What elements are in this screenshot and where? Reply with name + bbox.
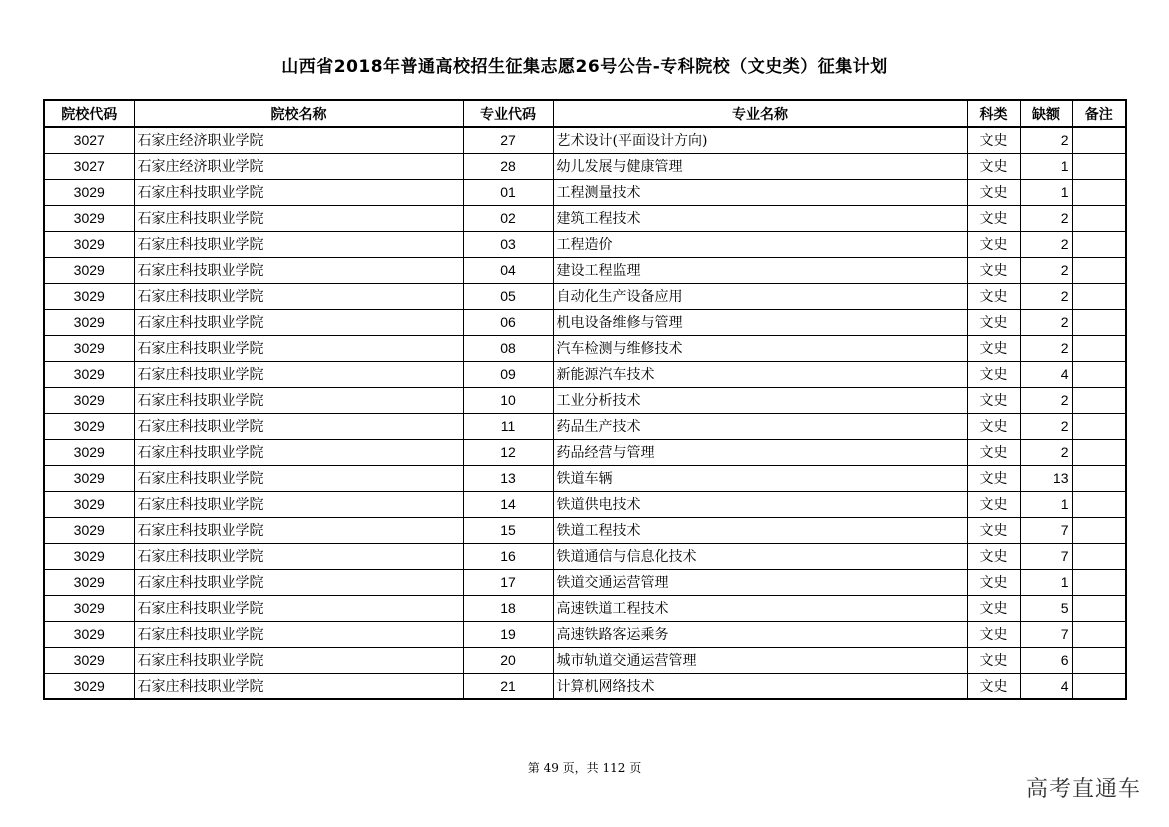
table-row [44, 413, 1126, 439]
major-name-cell: 铁道车辆 [553, 465, 967, 491]
category-cell: 文史 [967, 543, 1020, 569]
major-code-cell: 28 [463, 153, 553, 179]
table-row [44, 621, 1126, 647]
note-cell [1072, 257, 1126, 283]
major-code-cell: 17 [463, 569, 553, 595]
table-row [44, 231, 1126, 257]
school-code-cell: 3029 [44, 673, 134, 699]
category-cell: 文史 [967, 283, 1020, 309]
category-cell: 文史 [967, 153, 1020, 179]
table-row [44, 205, 1126, 231]
major-name-cell: 幼儿发展与健康管理 [553, 153, 967, 179]
major-name-cell: 高速铁路客运乘务 [553, 621, 967, 647]
major-code-cell: 09 [463, 361, 553, 387]
school-name-cell: 石家庄科技职业学院 [134, 361, 463, 387]
note-cell [1072, 517, 1126, 543]
note-cell [1072, 491, 1126, 517]
major-name-cell: 铁道交通运营管理 [553, 569, 967, 595]
category-cell: 文史 [967, 621, 1020, 647]
category-cell: 文史 [967, 387, 1020, 413]
vacancy-cell: 6 [1020, 647, 1072, 673]
vacancy-cell: 7 [1020, 517, 1072, 543]
major-name-cell: 汽车检测与维修技术 [553, 335, 967, 361]
school-code-cell: 3027 [44, 127, 134, 153]
major-name-cell: 自动化生产设备应用 [553, 283, 967, 309]
major-name-cell: 铁道通信与信息化技术 [553, 543, 967, 569]
table-row [44, 127, 1126, 153]
category-cell: 文史 [967, 465, 1020, 491]
school-code-cell: 3029 [44, 179, 134, 205]
vacancy-cell: 2 [1020, 439, 1072, 465]
note-cell [1072, 335, 1126, 361]
major-name-cell: 铁道供电技术 [553, 491, 967, 517]
table-row [44, 309, 1126, 335]
vacancy-cell: 2 [1020, 231, 1072, 257]
column-header-vacancy: 缺额 [1020, 100, 1072, 127]
table-row [44, 647, 1126, 673]
category-cell: 文史 [967, 257, 1020, 283]
school-name-cell: 石家庄科技职业学院 [134, 569, 463, 595]
category-cell: 文史 [967, 179, 1020, 205]
vacancy-cell: 4 [1020, 673, 1072, 699]
major-name-cell: 工程造价 [553, 231, 967, 257]
major-name-cell: 机电设备维修与管理 [553, 309, 967, 335]
category-cell: 文史 [967, 413, 1020, 439]
major-code-cell: 14 [463, 491, 553, 517]
major-name-cell: 工程测量技术 [553, 179, 967, 205]
school-name-cell: 石家庄科技职业学院 [134, 491, 463, 517]
note-cell [1072, 569, 1126, 595]
category-cell: 文史 [967, 673, 1020, 699]
school-name-cell: 石家庄科技职业学院 [134, 465, 463, 491]
school-name-cell: 石家庄科技职业学院 [134, 543, 463, 569]
school-name-cell: 石家庄科技职业学院 [134, 595, 463, 621]
school-name-cell: 石家庄科技职业学院 [134, 439, 463, 465]
school-name-cell: 石家庄科技职业学院 [134, 413, 463, 439]
school-name-cell: 石家庄科技职业学院 [134, 257, 463, 283]
school-code-cell: 3029 [44, 569, 134, 595]
major-code-cell: 11 [463, 413, 553, 439]
note-cell [1072, 647, 1126, 673]
table-row [44, 595, 1126, 621]
vacancy-cell: 2 [1020, 309, 1072, 335]
school-name-cell: 石家庄科技职业学院 [134, 231, 463, 257]
school-code-cell: 3029 [44, 517, 134, 543]
major-name-cell: 城市轨道交通运营管理 [553, 647, 967, 673]
table-row [44, 517, 1126, 543]
school-code-cell: 3029 [44, 439, 134, 465]
major-name-cell: 建设工程监理 [553, 257, 967, 283]
major-code-cell: 16 [463, 543, 553, 569]
table-header-row [44, 100, 1126, 127]
note-cell [1072, 543, 1126, 569]
school-name-cell: 石家庄科技职业学院 [134, 647, 463, 673]
column-header-major-code: 专业代码 [463, 100, 553, 127]
note-cell [1072, 673, 1126, 699]
major-name-cell: 计算机网络技术 [553, 673, 967, 699]
note-cell [1072, 413, 1126, 439]
category-cell: 文史 [967, 335, 1020, 361]
category-cell: 文史 [967, 231, 1020, 257]
school-name-cell: 石家庄经济职业学院 [134, 153, 463, 179]
category-cell: 文史 [967, 361, 1020, 387]
category-cell: 文史 [967, 517, 1020, 543]
major-code-cell: 21 [463, 673, 553, 699]
school-code-cell: 3029 [44, 413, 134, 439]
category-cell: 文史 [967, 491, 1020, 517]
column-header-school-code: 院校代码 [44, 100, 134, 127]
major-code-cell: 03 [463, 231, 553, 257]
school-code-cell: 3029 [44, 231, 134, 257]
major-code-cell: 04 [463, 257, 553, 283]
category-cell: 文史 [967, 569, 1020, 595]
note-cell [1072, 127, 1126, 153]
school-code-cell: 3027 [44, 153, 134, 179]
table-row [44, 387, 1126, 413]
vacancy-cell: 1 [1020, 569, 1072, 595]
table-row [44, 257, 1126, 283]
major-code-cell: 13 [463, 465, 553, 491]
school-name-cell: 石家庄科技职业学院 [134, 387, 463, 413]
note-cell [1072, 595, 1126, 621]
major-code-cell: 15 [463, 517, 553, 543]
note-cell [1072, 179, 1126, 205]
column-header-note: 备注 [1072, 100, 1126, 127]
table-row [44, 569, 1126, 595]
column-header-category: 科类 [967, 100, 1020, 127]
table-row [44, 491, 1126, 517]
note-cell [1072, 231, 1126, 257]
category-cell: 文史 [967, 309, 1020, 335]
major-code-cell: 05 [463, 283, 553, 309]
school-name-cell: 石家庄科技职业学院 [134, 309, 463, 335]
column-header-school-name: 院校名称 [134, 100, 463, 127]
major-name-cell: 药品生产技术 [553, 413, 967, 439]
column-header-major-name: 专业名称 [553, 100, 967, 127]
vacancy-cell: 5 [1020, 595, 1072, 621]
table-row [44, 179, 1126, 205]
school-code-cell: 3029 [44, 621, 134, 647]
table-row [44, 673, 1126, 699]
major-name-cell: 工业分析技术 [553, 387, 967, 413]
vacancy-cell: 1 [1020, 153, 1072, 179]
school-name-cell: 石家庄科技职业学院 [134, 673, 463, 699]
table-body [44, 127, 1126, 699]
major-code-cell: 08 [463, 335, 553, 361]
table-row [44, 361, 1126, 387]
major-code-cell: 19 [463, 621, 553, 647]
school-code-cell: 3029 [44, 283, 134, 309]
note-cell [1072, 387, 1126, 413]
note-cell [1072, 153, 1126, 179]
school-code-cell: 3029 [44, 491, 134, 517]
vacancy-cell: 2 [1020, 283, 1072, 309]
category-cell: 文史 [967, 205, 1020, 231]
note-cell [1072, 439, 1126, 465]
note-cell [1072, 309, 1126, 335]
vacancy-cell: 1 [1020, 179, 1072, 205]
table-row [44, 283, 1126, 309]
vacancy-cell: 2 [1020, 127, 1072, 153]
category-cell: 文史 [967, 127, 1020, 153]
page-title: 山西省2018年普通高校招生征集志愿26号公告-专科院校（文史类）征集计划 [281, 57, 888, 77]
school-code-cell: 3029 [44, 543, 134, 569]
vacancy-cell: 2 [1020, 257, 1072, 283]
vacancy-cell: 2 [1020, 413, 1072, 439]
note-cell [1072, 283, 1126, 309]
major-name-cell: 建筑工程技术 [553, 205, 967, 231]
vacancy-cell: 4 [1020, 361, 1072, 387]
note-cell [1072, 621, 1126, 647]
watermark-logo: 高考直通车 [1025, 777, 1141, 802]
school-code-cell: 3029 [44, 387, 134, 413]
note-cell [1072, 465, 1126, 491]
major-code-cell: 01 [463, 179, 553, 205]
category-cell: 文史 [967, 647, 1020, 673]
school-code-cell: 3029 [44, 361, 134, 387]
note-cell [1072, 361, 1126, 387]
category-cell: 文史 [967, 595, 1020, 621]
major-name-cell: 铁道工程技术 [553, 517, 967, 543]
major-name-cell: 艺术设计(平面设计方向) [553, 127, 967, 153]
major-code-cell: 10 [463, 387, 553, 413]
major-code-cell: 27 [463, 127, 553, 153]
category-cell: 文史 [967, 439, 1020, 465]
table-row [44, 439, 1126, 465]
table-row [44, 335, 1126, 361]
table-row [44, 465, 1126, 491]
vacancy-cell: 2 [1020, 205, 1072, 231]
school-name-cell: 石家庄科技职业学院 [134, 205, 463, 231]
school-code-cell: 3029 [44, 647, 134, 673]
major-name-cell: 新能源汽车技术 [553, 361, 967, 387]
vacancy-cell: 7 [1020, 621, 1072, 647]
school-name-cell: 石家庄科技职业学院 [134, 283, 463, 309]
page-footer: 第 49 页，共 112 页 [527, 761, 642, 775]
note-cell [1072, 205, 1126, 231]
major-code-cell: 20 [463, 647, 553, 673]
major-name-cell: 高速铁道工程技术 [553, 595, 967, 621]
major-name-cell: 药品经营与管理 [553, 439, 967, 465]
school-code-cell: 3029 [44, 257, 134, 283]
major-code-cell: 18 [463, 595, 553, 621]
school-name-cell: 石家庄经济职业学院 [134, 127, 463, 153]
vacancy-cell: 7 [1020, 543, 1072, 569]
table-row [44, 543, 1126, 569]
school-name-cell: 石家庄科技职业学院 [134, 179, 463, 205]
school-name-cell: 石家庄科技职业学院 [134, 335, 463, 361]
vacancy-cell: 2 [1020, 387, 1072, 413]
vacancy-cell: 1 [1020, 491, 1072, 517]
major-code-cell: 12 [463, 439, 553, 465]
school-code-cell: 3029 [44, 595, 134, 621]
school-name-cell: 石家庄科技职业学院 [134, 621, 463, 647]
school-code-cell: 3029 [44, 205, 134, 231]
school-code-cell: 3029 [44, 309, 134, 335]
school-code-cell: 3029 [44, 335, 134, 361]
major-code-cell: 06 [463, 309, 553, 335]
major-code-cell: 02 [463, 205, 553, 231]
school-name-cell: 石家庄科技职业学院 [134, 517, 463, 543]
enrollment-plan-table [43, 99, 1127, 700]
vacancy-cell: 2 [1020, 335, 1072, 361]
vacancy-cell: 13 [1020, 465, 1072, 491]
table-row [44, 153, 1126, 179]
school-code-cell: 3029 [44, 465, 134, 491]
